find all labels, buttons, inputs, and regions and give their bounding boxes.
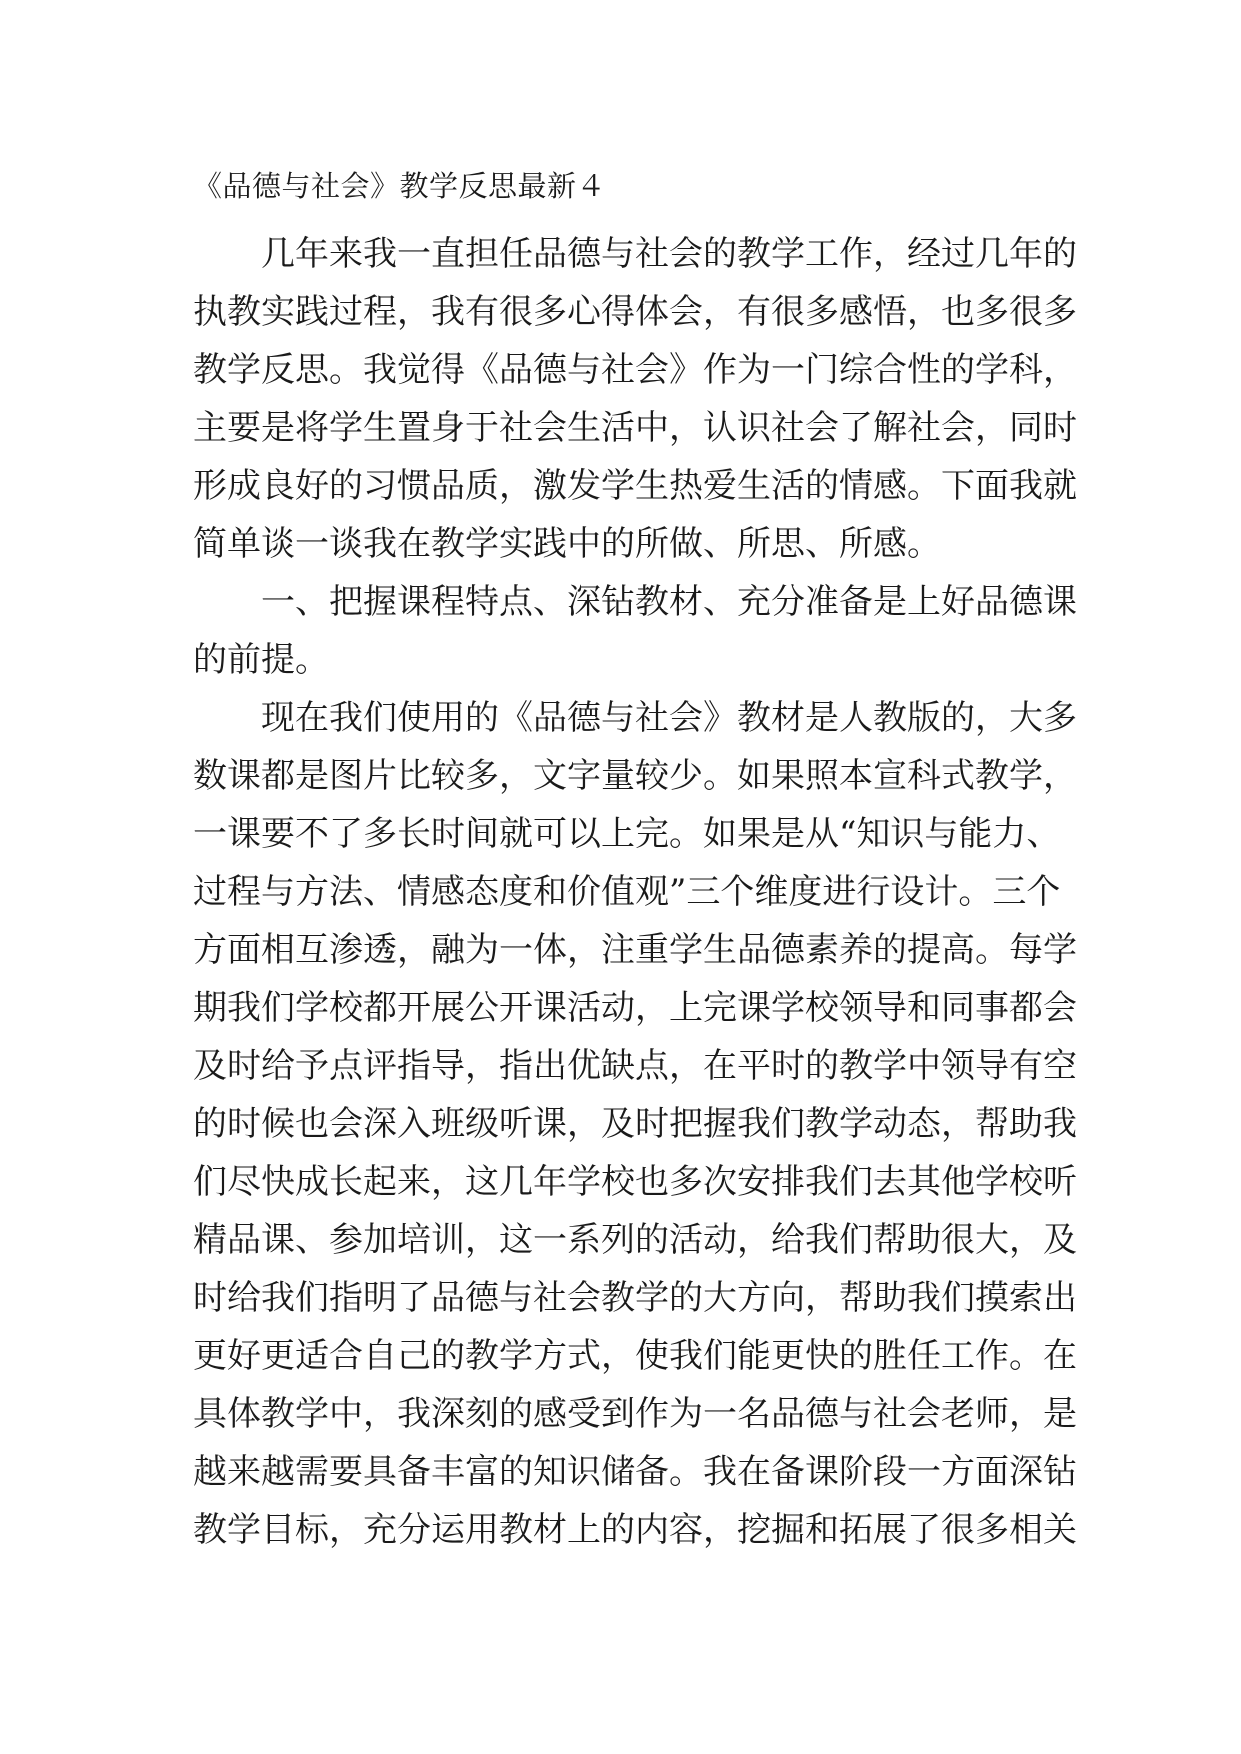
- text-line: 现在我们使用的《品德与社会》教材是人教版的，大多: [261, 698, 1077, 738]
- text-line: 教学反思。我觉得《品德与社会》作为一门综合性的学科，: [193, 350, 1077, 390]
- text-line: 教学目标，充分运用教材上的内容，挖掘和拓展了很多相关: [193, 1510, 1077, 1550]
- text-line: 及时给予点评指导，指出优缺点，在平时的教学中领导有空: [193, 1046, 1077, 1086]
- text-line: 几年来我一直担任品德与社会的教学工作，经过几年的: [261, 234, 1077, 274]
- text-line: 期我们学校都开展公开课活动，上完课学校领导和同事都会: [193, 988, 1077, 1028]
- text-line: 具体教学中，我深刻的感受到作为一名品德与社会老师，是: [193, 1394, 1077, 1434]
- text-line: 们尽快成长起来，这几年学校也多次安排我们去其他学校听: [193, 1162, 1077, 1202]
- text-line: 的时候也会深入班级听课，及时把握我们教学动态，帮助我: [193, 1104, 1077, 1144]
- text-line: 形成良好的习惯品质，激发学生热爱生活的情感。下面我就: [193, 466, 1077, 506]
- text-line: 数课都是图片比较多，文字量较少。如果照本宣科式教学，: [193, 756, 1077, 796]
- document-body: [193, 225, 1077, 1559]
- text-line: 主要是将学生置身于社会生活中，认识社会了解社会，同时: [193, 408, 1077, 448]
- text-line: 的前提。: [193, 640, 329, 680]
- text-line: 时给我们指明了品德与社会教学的大方向，帮助我们摸索出: [193, 1278, 1077, 1318]
- text-line: 简单谈一谈我在教学实践中的所做、所思、所感。: [193, 524, 941, 564]
- text-line: 越来越需要具备丰富的知识储备。我在备课阶段一方面深钻: [193, 1452, 1077, 1492]
- text-line: 精品课、参加培训，这一系列的活动，给我们帮助很大，及: [193, 1220, 1077, 1260]
- text-line: 执教实践过程，我有很多心得体会，有很多感悟，也多很多: [193, 292, 1077, 332]
- text-line: 一、把握课程特点、深钻教材、充分准备是上好品德课: [261, 582, 1077, 622]
- text-line: 方面相互渗透，融为一体，注重学生品德素养的提高。每学: [193, 930, 1077, 970]
- document-title: 《品德与社会》教学反思最新４: [193, 169, 607, 203]
- text-line: 更好更适合自己的教学方式，使我们能更快的胜任工作。在: [193, 1336, 1077, 1376]
- text-line: 一课要不了多长时间就可以上完。如果是从“知识与能力、: [193, 814, 1061, 854]
- text-line: 过程与方法、情感态度和价值观”三个维度进行设计。三个: [193, 872, 1061, 912]
